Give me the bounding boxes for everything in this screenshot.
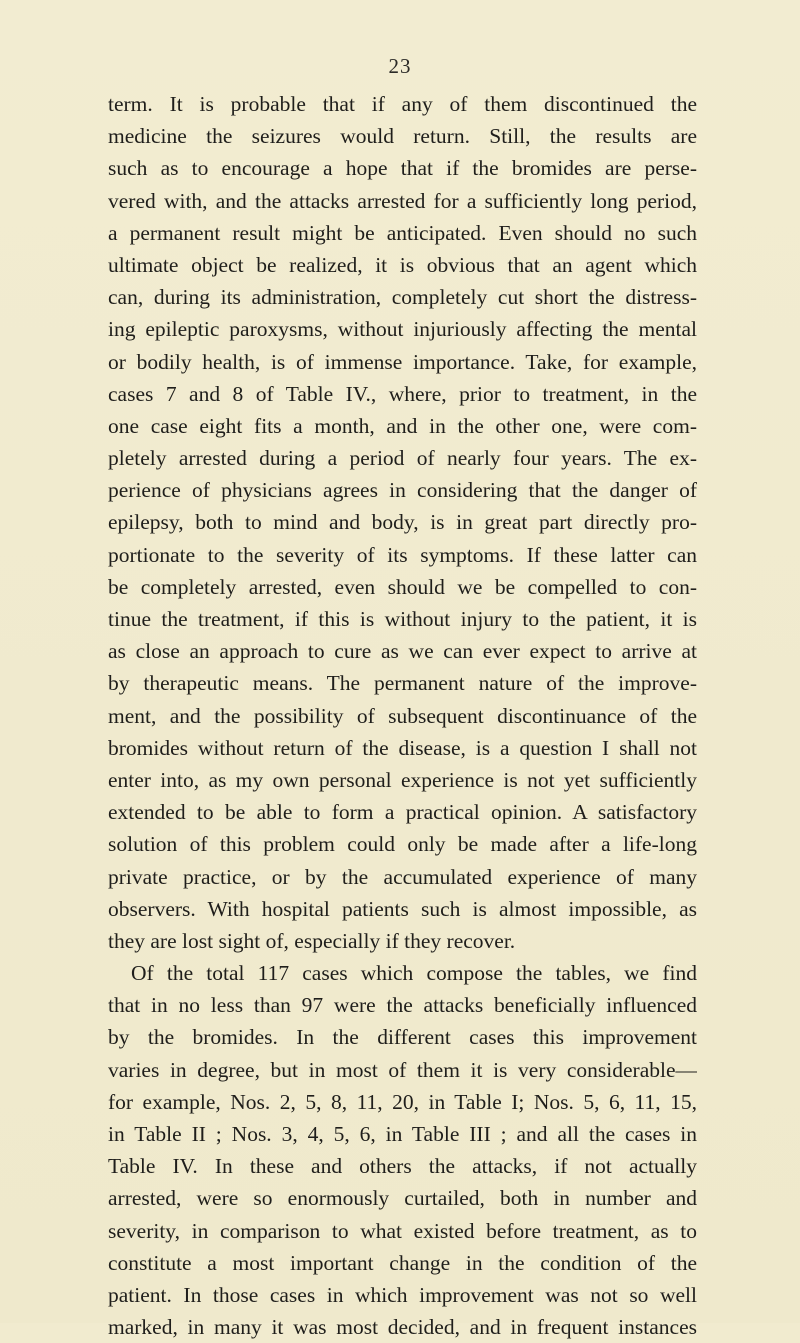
text-line: for example, Nos. 2, 5, 8, 11, 20, in Table I; Nos. 5, 6, 11, 15, [108,1089,697,1114]
text-line: observers. With hospital patients such is almost impossible, as [108,896,697,921]
text-line: that in no less than 97 were the attacks beneficially influenced [108,993,697,1018]
text-line: vered with, and the attacks arrested for a sufficiently long period, [108,188,697,213]
text-line: medicine the seizures would return. Still, the results are [108,124,697,149]
text-line: a permanent result might be anticipated. Even should no such [108,220,697,245]
body-text [108,88,697,1343]
text-line: enter into, as my own personal experience is not yet sufficiently [108,767,697,792]
text-line: term. It is probable that if any of them discontinued the [108,92,697,116]
text-line: one case eight fits a month, and in the other one, were com- [108,413,697,438]
text-line: portionate to the severity of its symptoms. If these latter can [108,542,697,567]
text-line: such as to encourage a hope that if the bromides are perse- [108,156,697,181]
text-line: by therapeutic means. The permanent nature of the improve- [108,671,697,696]
text-line: or bodily health, is of immense importance. Take, for example, [108,349,697,374]
text-line: marked, in many it was most decided, and in frequent instances [108,1315,697,1340]
text-line: as close an approach to cure as we can ever expect to arrive at [108,639,697,664]
text-line: they are lost sight of, especially if they recover. [108,928,516,953]
text-line: ing epileptic paroxysms, without injuriously affecting the mental [108,317,697,342]
text-line: ultimate object be realized, it is obvious that an agent which [108,252,697,277]
text-line: Table IV. In these and others the attacks, if not actually [108,1154,697,1179]
text-line: solution of this problem could only be made after a life-long [108,832,697,857]
text-line: perience of physicians agrees in considering that the danger of [108,478,697,503]
text-line: severity, in comparison to what existed before treatment, as to [108,1218,697,1243]
text-line: epilepsy, both to mind and body, is in great part directly pro- [108,510,697,535]
paragraph-2 [108,957,697,1343]
text-line: by the bromides. In the different cases this improvement [108,1025,697,1050]
text-line: bromides without return of the disease, is a question I shall not [108,735,697,760]
text-line: private practice, or by the accumulated experience of many [108,864,697,889]
text-line: in Table II ; Nos. 3, 4, 5, 6, in Table III ; and all the cases in [108,1122,697,1146]
text-line: extended to be able to form a practical opinion. A satisfactory [108,800,697,825]
text-line: pletely arrested during a period of nearly four years. The ex- [108,446,697,471]
text-line: cases 7 and 8 of Table IV., where, prior to treatment, in the [108,381,697,406]
text-line: patient. In those cases in which improvement was not so well [108,1282,697,1307]
text-line: ment, and the possibility of subsequent discontinuance of the [108,703,697,728]
text-line: be completely arrested, even should we be compelled to con- [108,574,697,599]
text-line: Of the total 117 cases which compose the tables, we find [131,961,697,986]
text-line: arrested, were so enormously curtailed, both in number and [108,1186,697,1211]
text-line: constitute a most important change in the condition of the [108,1250,697,1275]
text-line: tinue the treatment, if this is without injury to the patient, it is [108,607,697,631]
text-line: can, during its administration, completely cut short the distress- [108,285,697,310]
page-number: 23 [388,54,412,78]
text-line: varies in degree, but in most of them it is very considerable— [108,1057,697,1082]
paragraph-1 [108,88,697,957]
